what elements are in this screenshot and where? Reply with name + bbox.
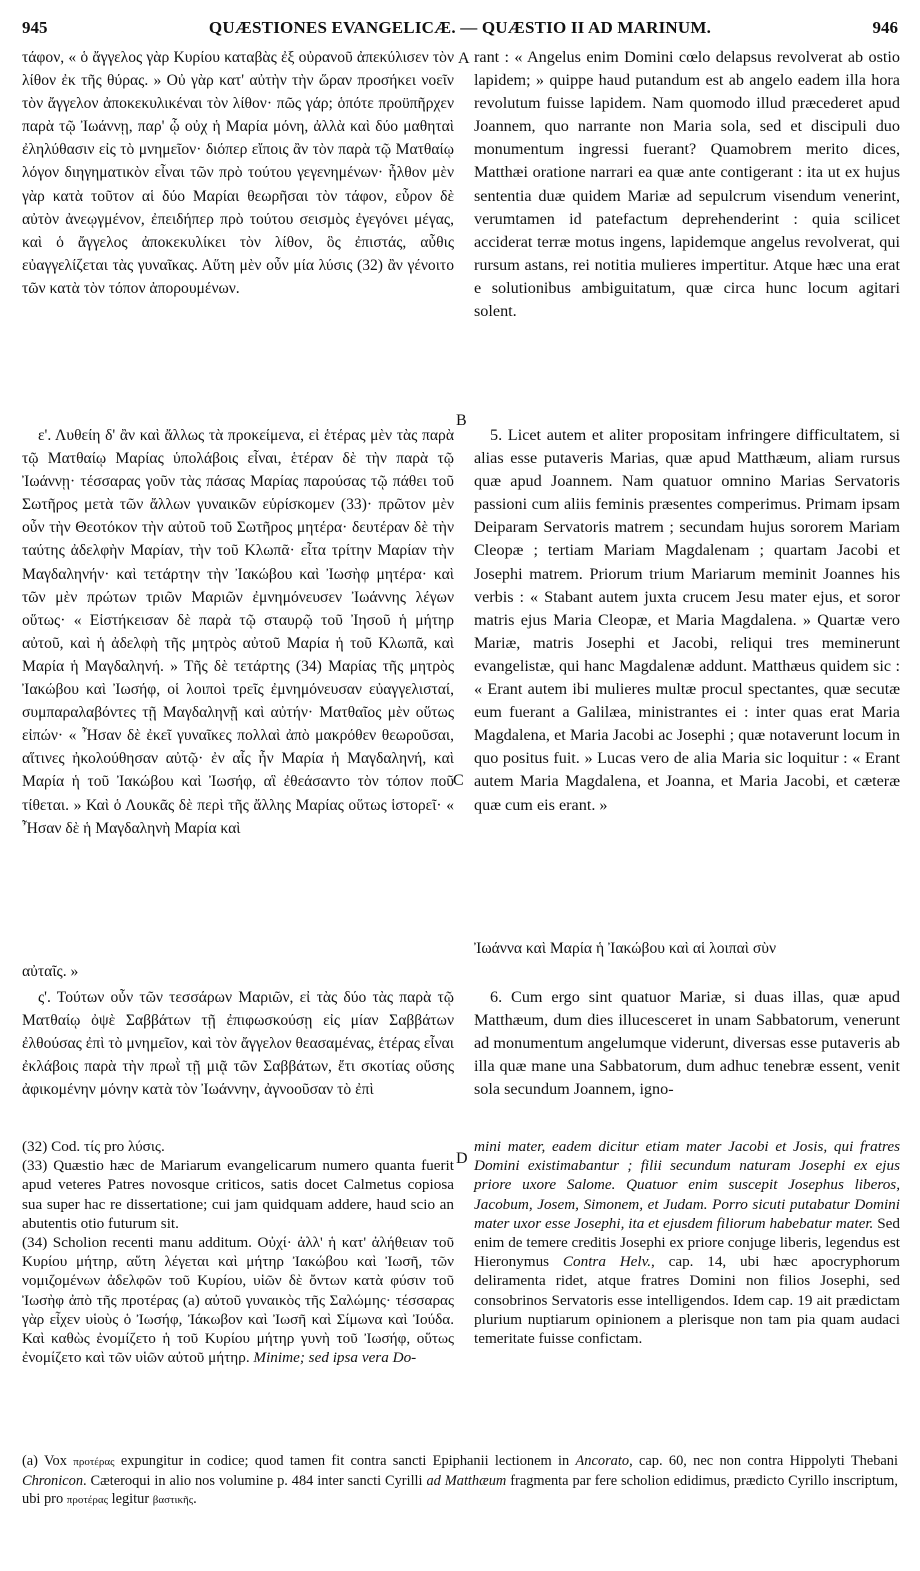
greek-paragraph-2-end: αὐταῖς. » [22,963,79,980]
greek-paragraph-2: ε'. Λυθείη δ' ἂν καὶ ἄλλως τὰ προκείμενα, εἰ ἑτέρας μὲν τὰς παρὰ τῷ Ματθαίῳ Μαρίας ὑπολάβοις εἶναι, ἑτέραν δὲ τὴν παρὰ τῷ Ἰωάννῃ· τέσσαρας γοῦν τὰς πάσας Μαρίας παρούσας τῷ πάθει τοῦ Σωτῆρος μετὰ τῶν ἄλλων γυναικῶν εὑρίσκομεν (33)· πρῶτον μὲν οὖν τὴν Θεοτόκον τὴν αὐτοῦ τοῦ Σωτῆρος μητέρα· δευτέραν δὲ τὴν ταύτης ἀδελφὴν Μαρίαν, τὴν τοῦ Κλωπᾶ· εἶτα τρίτην Μαρίαν τὴν Μαγδαληνήν· καὶ τετάρτην τὴν Ἰακώβου καὶ Ἰωσὴφ μητέρα· καὶ τῶν μὲν πρώτων τριῶν Μαριῶν ἐμνημόνευσεν Ἰωάννης λέγων οὕτως· « Εἱστήκεισαν δὲ παρὰ τῷ σταυρῷ τοῦ Ἰησοῦ ἡ μήτηρ αὐτοῦ, καὶ ἡ ἀδελφὴ τῆς μητρὸς αὐτοῦ Μαρία ἡ τοῦ Κλωπᾶ, καὶ Μαρία ἡ Μαγδαληνή. » Τῆς δὲ τετάρτης (34) Μαρίας τῆς μητρὸς Ἰακώβου καὶ Ἰωσήφ, οἱ λοιποὶ τρεῖς ἐμνημόνευσαν εὐαγγελισταί, συμπαραλαβόντες τῇ Μαγδαληνῇ καὶ αὐτήν· Ματθαῖος μὲν οὕτως εἰπών· « Ἦσαν δὲ ἐκεῖ γυναῖκες πολλαὶ ἀπὸ μακρόθεν θεωροῦσαι, αἵτινες ἠκολούθησαν αὐτῷ· ἐν αἷς ἦν Μαρία ἡ Μαγδαληνή, καὶ Μαρία ἡ τοῦ Ἰακώβου καὶ Ἰωσήφ, αἳ ἐθεάσαντο τὸν τόπον ποῦ τίθεται. » Καὶ ὁ Λουκᾶς δὲ περὶ τῆς ἄλλης Μαρίας οὕτως ἱστορεῖ· « Ἦσαν δὲ ἡ Μαγδαληνὴ Μαρία καὶ [22,427,454,837]
page-number-right: 946 [872,18,898,37]
margin-letter-b: B [456,412,467,429]
note-34-work-title: Contra Helv. [562,1253,652,1271]
note-34-italic-translation: mini mater, eadem dicitur etiam mater Jacobi et Josis, qui fratres Domini existimabantur ; filii secundum naturam Josephi ex ejus priore uxore Salome. Quatuor enim suscepit Josephus liberos, Jacobum, Josem, Simonem, et Judam. Porro sicuti putabatur Domini mater uxor esse Josephi, ita et ejusdem filiorum habebatur mater. [474,1138,900,1232]
footnote-a-part4: . Cæteroqui in alio nos volumine p. 484 inter sancti Cyrilli [83,1472,423,1489]
footnote-a-greek1: προτέρας [73,1456,115,1468]
greek-column-top [22,46,454,300]
latin-column-middle [474,424,900,817]
greek-continuation-end [22,960,454,983]
latin-paragraph-3: 6. Cum ergo sint quatuor Mariæ, si duas illas, quæ apud Matthæum, dum dies illucesceret in unam Sabbatorum, venerunt ad monumentum angelumque viderunt, diversas esse putaveris ab illa quæ mane una Sabbatorum, dum adhuc tenebræ essent, venit sola secundum Joannem, igno- [474,988,900,1099]
notes-right [474,1137,900,1348]
latin-column-top [474,46,900,323]
page-header [22,18,898,40]
note-32: (32) Cod. τίς pro λύσις. [22,1138,165,1155]
footnote-a-ancorato: Ancorato [575,1453,630,1469]
footnote-a-chronicon: Chronicon [22,1472,84,1489]
footnote-a-greek2: προτέρας [66,1494,108,1506]
note-34 [22,1233,454,1367]
greek-paragraph-3: ς'. Τούτων οὖν τῶν τεσσάρων Μαριῶν, εἰ τὰς δύο τὰς παρὰ τῷ Ματθαίῳ ὀψὲ Σαββάτων τῇ ἐπιφωσκούσῃ εἰς μίαν Σαββάτων ἐλθούσας ἐπὶ τὸ μνημεῖον, καὶ τὸν ἄγγελον θεασαμένας, ἑτέρας εἶναι ἐκλάβοις παρὰ τὴν πρωῒ τῇ μιᾷ τῶν Σαββάτων, ἔτι σκοτίας οὔσης ἀφικομένην μόνην κατὰ τὸν Ἰωάννην, ἀγνοοῦσαν τὸ ἐπὶ [22,989,454,1099]
footnote-a-part2: expungitur in codice; quod tamen fit contra sancti Epiphanii lectionem in [120,1453,570,1469]
margin-letter-c: C [453,772,464,789]
footnote-a-part7: . [193,1491,197,1507]
footnote-a-part3: , cap. 60, nec non contra Hippolyti Thebani [629,1453,898,1469]
greek-column-middle [22,424,454,840]
note-34-translation [474,1137,900,1348]
note-34-commentary-2: , cap. 14, ubi hæc apocryphorum deliramenta ridet, atque fratres Domini non filios Josephi, sed consobrinos Servatoris esse intelligendos. Idem cap. 19 ait prædictam plurium nuptiarum opinionem a plerisque non tam pia quam audaci temeritate fuisse confictam. [474,1253,900,1348]
greek-paragraph-2-continuation: Ἰωάννα καὶ Μαρία ἡ Ἰακώβου καὶ αἱ λοιπαὶ σὺν [474,940,777,957]
margin-letter-d: D [456,1150,468,1167]
note-34-latin: Minime; sed ipsa vera Do- [253,1349,417,1367]
footnote-a-part1: (a) Vox [22,1453,67,1469]
footnote-a-part5: fragmenta par fere scholion edidimus, prædicto Cyrillo inscriptum, ubi pro [22,1472,898,1507]
footnote-a [22,1452,898,1510]
footnote-a-part6: legitur [111,1491,150,1507]
margin-letter-a: A [458,50,470,67]
page-number-left: 945 [22,18,48,37]
notes-left [22,1137,454,1367]
note-34-commentary-1: Sed enim de temere creditis Josephi ex priore conjuge liberis, legendus est Hieronymus [474,1214,901,1271]
greek-continuation-line [474,937,900,960]
latin-column-bottom [474,986,900,1101]
greek-paragraph-1: τάφον, « ὁ ἄγγελος γὰρ Κυρίου καταβὰς ἐξ οὐρανοῦ ἀπεκύλισεν τὸν λίθον ἐκ τῆς θύρας. » Οὐ γὰρ κατ' αὐτὴν τὴν ὥραν προσήκει νοεῖν τὸν ἄγγελον ἀποκεκυλικέναι τὸν λίθον· πῶς γάρ; ὁπότε προϋπῆρχεν παρὰ τῷ Ἰωάννῃ, παρ' ᾧ οὐχ ἡ Μαρία μόνη, ἀλλὰ καὶ δύο μαθηταὶ ἐληλύθασιν εἰς τὸ μνημεῖον· διόπερ εἴποις ἂν τὸν παρὰ τῷ Ματθαίῳ λόγον διηγηματικὸν εἶναι τῶν πρὸ τούτου γεγενημένων· ἦλθον μὲν γὰρ κατὰ τοῦτον αἱ δύο Μαρίαι θεωρῆσαι τὸν τάφον, εὗρον δὲ αὐτὸν ἀνεῳγμένον, ἐπειδήπερ πρὸ τούτου σεισμὸς ἐγεγόνει μέγας, καὶ ὁ ἄγγελος ἀποκεκυλίκει τὸν λίθον, ὃς ἐπιστάς, αὖθις εὐαγγελίζεται τὰς γυναῖκας. Αὕτη μὲν οὖν μία λύσις (32) ἂν γένοιτο τῶν κατὰ τὸν τόπον ἀπορουμένων. [22,49,454,297]
greek-column-bottom [22,986,454,1101]
note-34-greek: (34) Scholion recenti manu additum. Οὐχί· ἀλλ' ἡ κατ' ἀλήθειαν τοῦ Κυρίου μήτηρ, αὕτη λέγεται καὶ μήτηρ Ἰακώβου καὶ Ἰωσῆ, τῶν νομιζομένων ἀδελφῶν τοῦ Κυρίου, υἱῶν δὲ ὄντων κατὰ φύσιν τοῦ Ἰωσὴφ ἀπὸ τῆς προτέρας (a) αὐτοῦ γυναικὸς τῆς Σαλώμης· τέσσαρας γὰρ εἶχεν υἱοὺς ὁ Ἰωσήφ, Ἰάκωβον καὶ Ἰωσῆ καὶ Σίμωνα καὶ Ἰούδα. Καὶ καθὼς ἐνομίζετο ἡ τοῦ Κυρίου μήτηρ γυνὴ τοῦ Ἰωσήφ, οὕτως ἐνομίζετο καὶ τῶν υἱῶν αὐτοῦ μήτηρ. [22,1234,454,1367]
latin-paragraph-1: rant : « Angelus enim Domini cœlo delapsus revolverat ab ostio lapidem; » quippe haud putandum est ab angelo eadem illa hora revolutum fuisse lapidem. Nam quomodo illud præcederet apud Joannem, quo narrante non Maria sola, sed et discipuli duo monumentum ingressi fuerant? Quamobrem merito dices, Matthæi oratione narrari ea quæ ante contigerant : ita ut ex hujus sententia duæ quidem Mariæ ad sepulcrum visendum venerint, verumtamen id patefactum deprehenderint : quia scilicet acciderat terræ motus ingens, lapidemque angelus revolverat, qui rursum astans, rei notitia mulieres impertitur. Atque hæc una erat e solutionibus ambiguitatum, quæ circa hunc locum agitari solent. [474,48,900,321]
latin-paragraph-2: 5. Licet autem et aliter propositam infringere difficultatem, si alias esse putaveris Marias, quæ apud Matthæum, aliam rursus quæ apud Joannem. Nam quatuor omnino Marias Servatoris passioni cum aliis feminis præsentes comperimus. Primam ipsam Deiparam Servatoris matrem ; secundam hujus sororem Mariam Cleopæ ; tertiam Mariam Magdalenam ; quartam Jacobi et Josephi matrem. Priorum trium Mariarum meminit Joannes his verbis : « Stabant autem juxta crucem Jesu mater ejus, et soror matris ejus Maria Cleopæ, et Maria Magdalena. » Quartæ vero Mariæ, matris Josephi et Jacobi, reliqui tres meminerunt evangelistæ, qui hanc Magdalenæ addunt. Matthæus quidem sic : « Erant autem ibi mulieres multæ procul spectantes, quæ secutæ eum fuerant a Galilæa, ministrantes ei : inter quas erat Maria Magdalena, et Maria Jacobi ac Josephi ; quæ notaverunt locum in quo positus fuit. » Lucas vero de alia Maria sic loquitur : « Erant autem Maria Magdalena, et Joanna, et Maria Jacobi, et cæteræ quæ cum eis erant. » [474,426,900,814]
footnote-a-ad-matthaeum: ad Matthæum [426,1472,507,1489]
footnote-a-greek3: βαστικῆς [152,1494,194,1506]
running-title: QUÆSTIONES EVANGELICÆ. — QUÆSTIO II AD MARINUM. [208,18,712,37]
note-33: (33) Quæstio hæc de Mariarum evangelicarum numero quanta fuerit apud veteres Patres novosque criticos, satis docet Calmetus copiosa sua super hac re dissertatione; cui jam quidquam addere, haud scio an abutentis otio futurum sit. [22,1157,454,1232]
